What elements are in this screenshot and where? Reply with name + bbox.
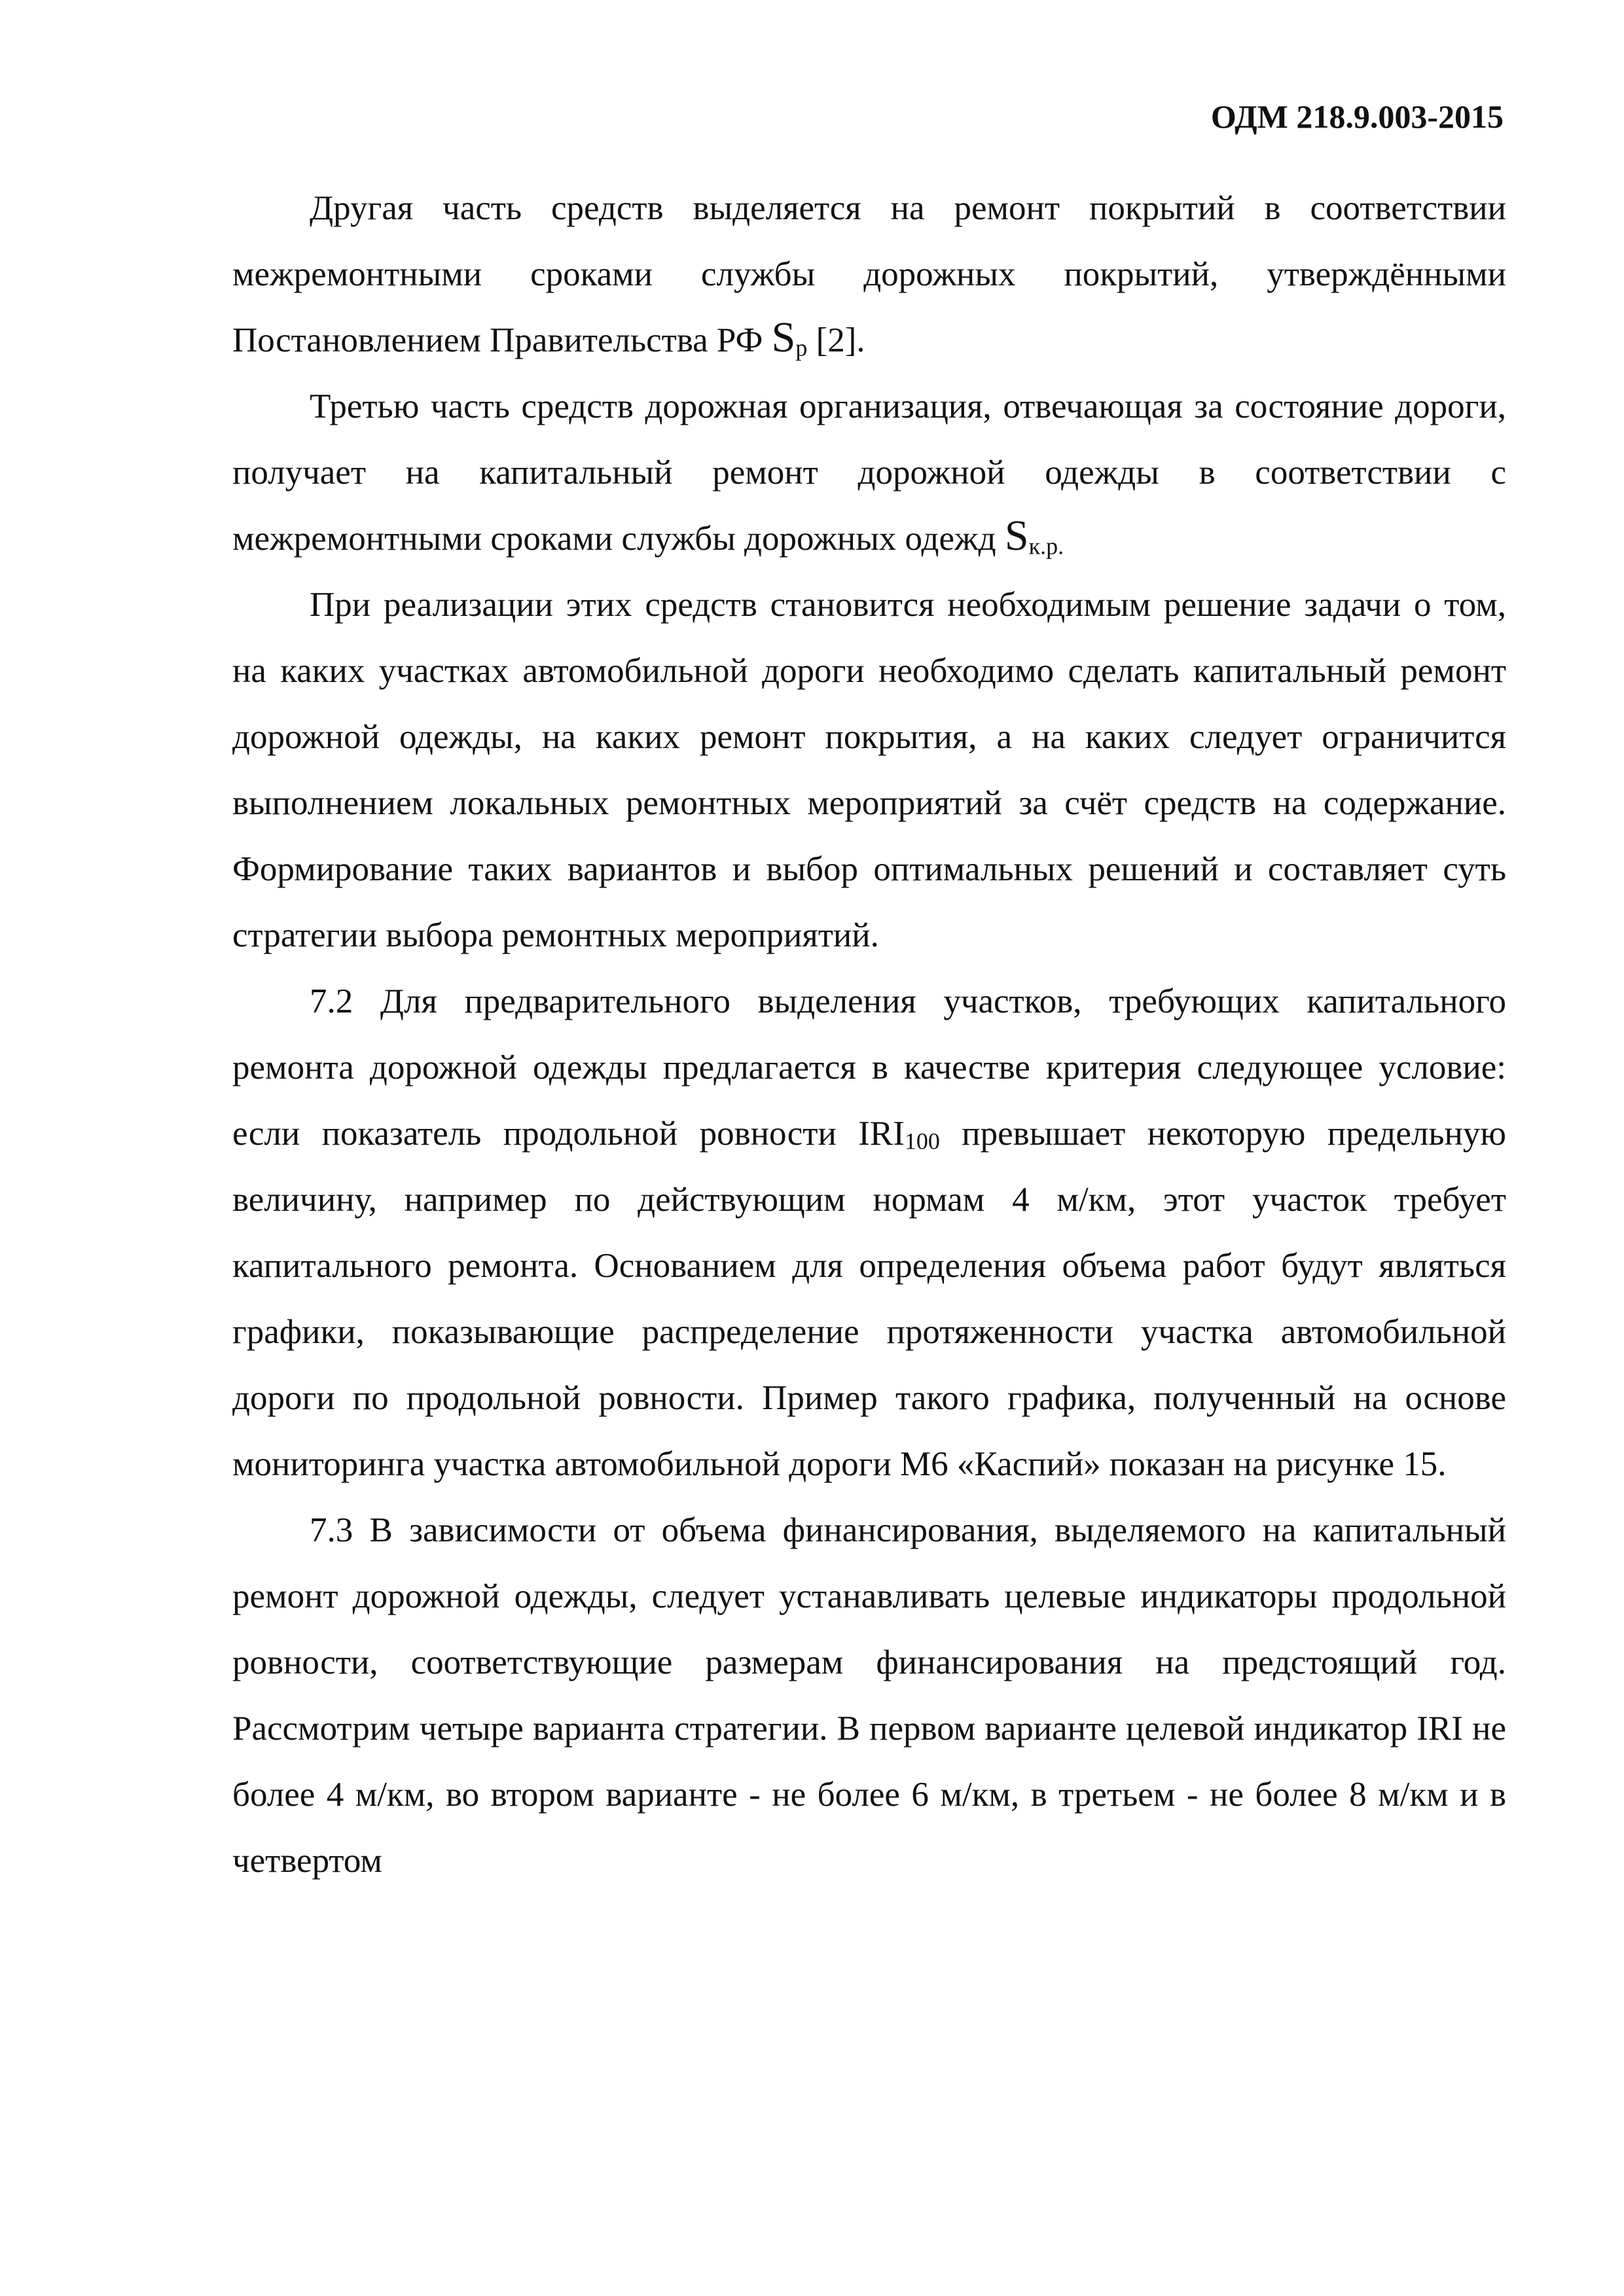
paragraph-text: Третью часть средств дорожная организация, отвечающая за состояние дороги, получает на капитальный ремонт дорожной одежды в соответствии с межремонтными сроками службы дорожных одежд: [232, 387, 1506, 558]
symbol-s: S: [1004, 512, 1029, 560]
subscript: 100: [904, 1128, 940, 1155]
document-body: [232, 175, 1506, 1894]
paragraph-text: 7.3 В зависимости от объема финансирования, выделяемого на капитальный ремонт дорожной одежды, следует устанавливать целевые индикаторы продольной ровности, соответствующие размерам финансирования на предстоящий год. Рассмотрим четыре варианта стратегии. В первом варианте целевой индикатор IRI не более 4 м/км, во втором варианте - не более 6 м/км, в третьем - не более 8 м/км и в четвертом: [232, 1511, 1506, 1880]
paragraph-repair-funding: [232, 175, 1506, 374]
paragraph-text: При реализации этих средств становится необходимым решение задачи о том, на каких участках автомобильной дороги необходимо сделать капитальный ремонт дорожной одежды, на каких ремонт покрытия, а на каких следует ограничится выполнением локальных ремонтных мероприятий за счёт средств на содержание. Формирование таких вариантов и выбор оптимальных решений и составляет суть стратегии выбора ремонтных мероприятий.: [232, 586, 1506, 954]
subscript: к.р.: [1028, 533, 1064, 560]
symbol-s: S: [771, 314, 796, 361]
paragraph-7-3: [232, 1498, 1506, 1894]
document-code-header: ОДМ 218.9.003-2015: [1210, 98, 1504, 135]
paragraph-tail: [2].: [807, 321, 865, 359]
paragraph-tail: превышает некоторую предельную величину, например по действующим нормам 4 м/км, этот участок требует капитального ремонта. Основанием для определения объема работ будут являться графики, показывающие распределение протяженности участка автомобильной дороги по продольной ровности. Пример такого графика, полученный на основе мониторинга участка автомобильной дороги М6 «Каспий» показан на рисунке 15.: [232, 1115, 1507, 1483]
paragraph-capital-repair-funding: [232, 374, 1506, 572]
subscript: р: [795, 334, 808, 361]
paragraph-strategy: [232, 572, 1506, 969]
paragraph-text: 7.2 Для предварительного выделения участков, требующих капитального ремонта дорожной одежды предлагается в качестве критерия следующее условие: если показатель продольной ровности IRI: [232, 982, 1506, 1153]
paragraph-7-2: [232, 969, 1506, 1498]
paragraph-text: Другая часть средств выделяется на ремонт покрытий в соответствии межремонтными сроками службы дорожных покрытий, утверждёнными Постановлением Правительства РФ: [232, 189, 1506, 359]
